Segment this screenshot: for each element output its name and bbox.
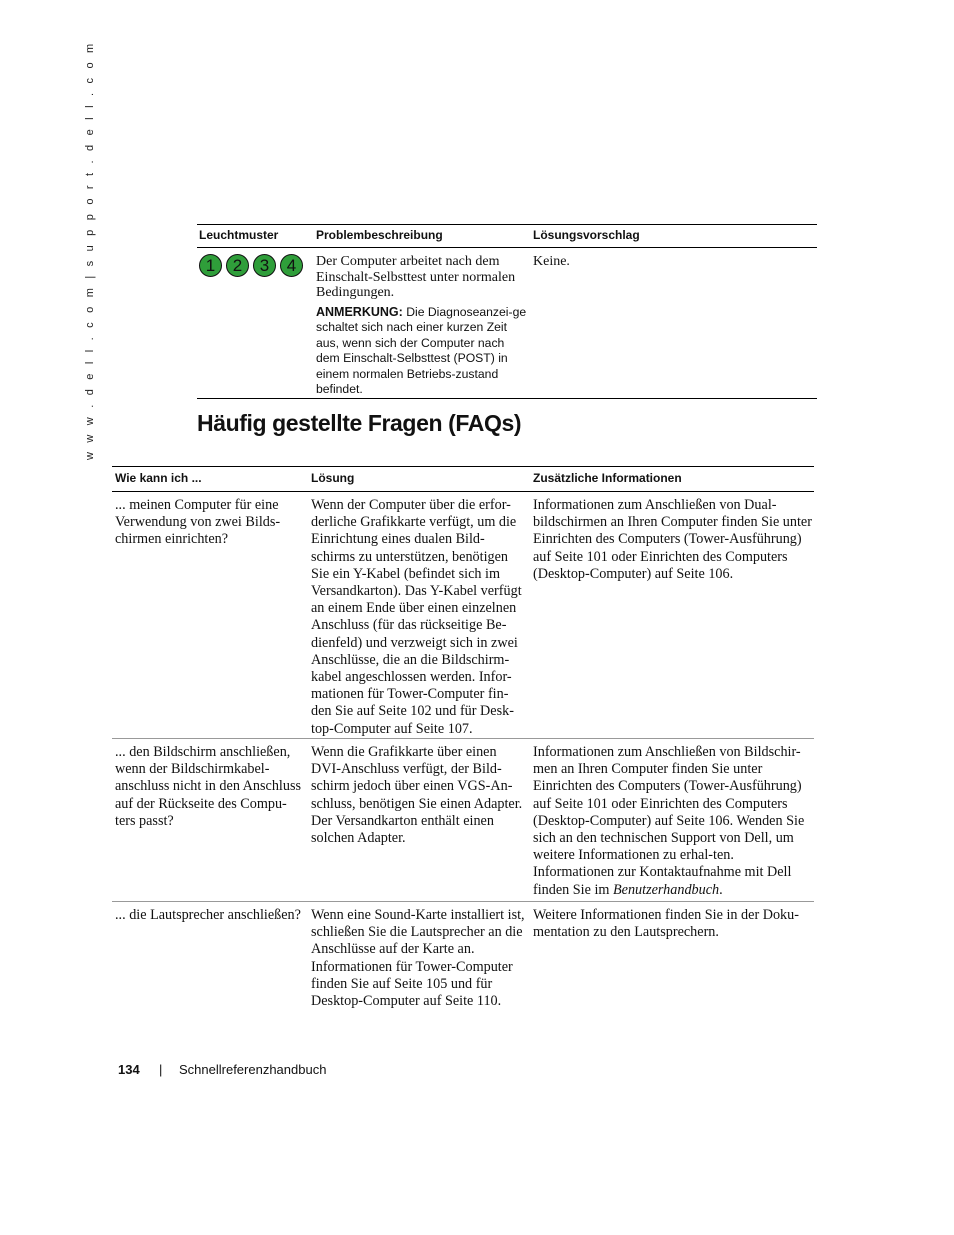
faq-info: Weitere Informationen finden Sie in der Doku-mentation zu den Lautsprechern. — [533, 907, 799, 941]
led-table-row — [197, 248, 817, 399]
page-footer — [118, 1062, 327, 1077]
footer-separator: | — [159, 1062, 163, 1077]
faq-table-header — [112, 466, 814, 492]
side-url: w w w . d e l l . c o m | s u p p o r t . d e l l . c o m — [84, 40, 96, 460]
table-row — [112, 739, 814, 902]
faq-question: ... die Lautsprecher anschließen? — [115, 907, 301, 923]
faq-question: ... den Bildschirm anschließen, wenn der Bildschirmkabel-anschluss nicht in den Anschluss auf der Rückseite des Compu-ters passt? — [115, 744, 302, 829]
faq-solution: Wenn eine Sound-Karte installiert ist, schließen Sie die Lautsprecher an die Anschlüsse auf der Karte an. Informationen für Tower-Computer finden Sie auf Seite 105 und für Desktop-Computer auf Seite 110. — [311, 907, 525, 1010]
table-row — [112, 902, 814, 1014]
note-text: Die Diagnoseanzei-ge schaltet sich nach einer kurzen Zeit aus, wenn sich der Computer nach dem Einschalt-Selbsttest (POST) in einem normalen Betriebs-zustand befindet. — [316, 304, 527, 396]
faq-solution: Wenn die Grafikkarte über einen DVI-Anschluss verfügt, der Bild-schirm jedoch über einen VGS-An-schluss, benötigen Sie einen Adapter. Der Versandkarton enthält einen solchen Adapter. — [311, 744, 523, 847]
header-problembeschreibung: Problembeschreibung — [316, 228, 443, 242]
header-wie-kann-ich: Wie kann ich ... — [115, 471, 202, 485]
note-label: ANMERKUNG: — [316, 304, 403, 319]
diagnostic-lights — [199, 254, 303, 277]
led-table-header — [197, 224, 817, 248]
led-3-icon: 3 — [253, 254, 276, 277]
page-number: 134 — [118, 1062, 140, 1077]
faq-info-end: . — [719, 881, 723, 898]
page-heading: Häufig gestellte Fragen (FAQs) — [197, 410, 522, 436]
led-2-icon: 2 — [226, 254, 249, 277]
footer-title: Schnellreferenzhandbuch — [179, 1062, 327, 1077]
faq-table — [112, 466, 814, 1014]
led-4-icon: 4 — [280, 254, 303, 277]
description-text: Der Computer arbeitet nach dem Einschalt-Selbsttest unter normalen Bedingungen. — [316, 254, 516, 300]
faq-solution: Wenn der Computer über die erfor-derliche Grafikkarte verfügt, um die Einrichtung eines dualen Bild-schirms zu unterstützen, benötigen Sie ein Y-Kabel (befindet sich im Versandkarton). Das Y-Kabel verfügt an einem Ende über einen einzelnen Anschluss (für das rückseitige Be-dienfeld) und verzweigt sich in zwei Anschlüsse, die an die Bildschirm-kabel angeschlossen werden. Infor-mationen für Tower-Computer fin-den Sie auf Seite 102 und für Desk-top-Computer auf Seite 107. — [311, 497, 522, 737]
header-loesung: Lösung — [311, 471, 355, 485]
faq-info — [533, 744, 814, 899]
faq-question: ... meinen Computer für eine Verwendung von zwei Bilds-chirmen einrichten? — [115, 497, 281, 548]
header-leuchtmuster: Leuchtmuster — [199, 228, 279, 242]
faq-info-italic: Benutzerhandbuch — [613, 881, 720, 898]
header-zusaetzliche-informationen: Zusätzliche Informationen — [533, 471, 682, 485]
header-loesungsvorschlag: Lösungsvorschlag — [533, 228, 640, 242]
led-1-icon: 1 — [199, 254, 222, 277]
table-row — [112, 492, 814, 739]
solution-text: Keine. — [533, 254, 570, 269]
problem-description — [316, 254, 528, 398]
led-pattern-table — [197, 224, 817, 399]
faq-info: Informationen zum Anschließen von Dual-bildschirmen an Ihren Computer finden Sie unter Einrichten des Computers (Tower-Ausführung) auf Seite 101 oder Einrichten des Computers (Desktop-Computer) auf Seite 106. — [533, 497, 812, 582]
faq-info-text: Informationen zum Anschließen von Bildschir-men an Ihren Computer finden Sie unter Einrichten des Computers (Tower-Ausführung) auf Seite 101 oder Einrichten des Computers (Desktop-Computer) auf Seite 106. Wenden Sie sich an den technischen Support von Dell, um weitere Informationen zu erhal-ten. Informationen zur Kontaktaufnahme mit Dell finden Sie im — [533, 744, 805, 898]
note — [316, 305, 528, 398]
